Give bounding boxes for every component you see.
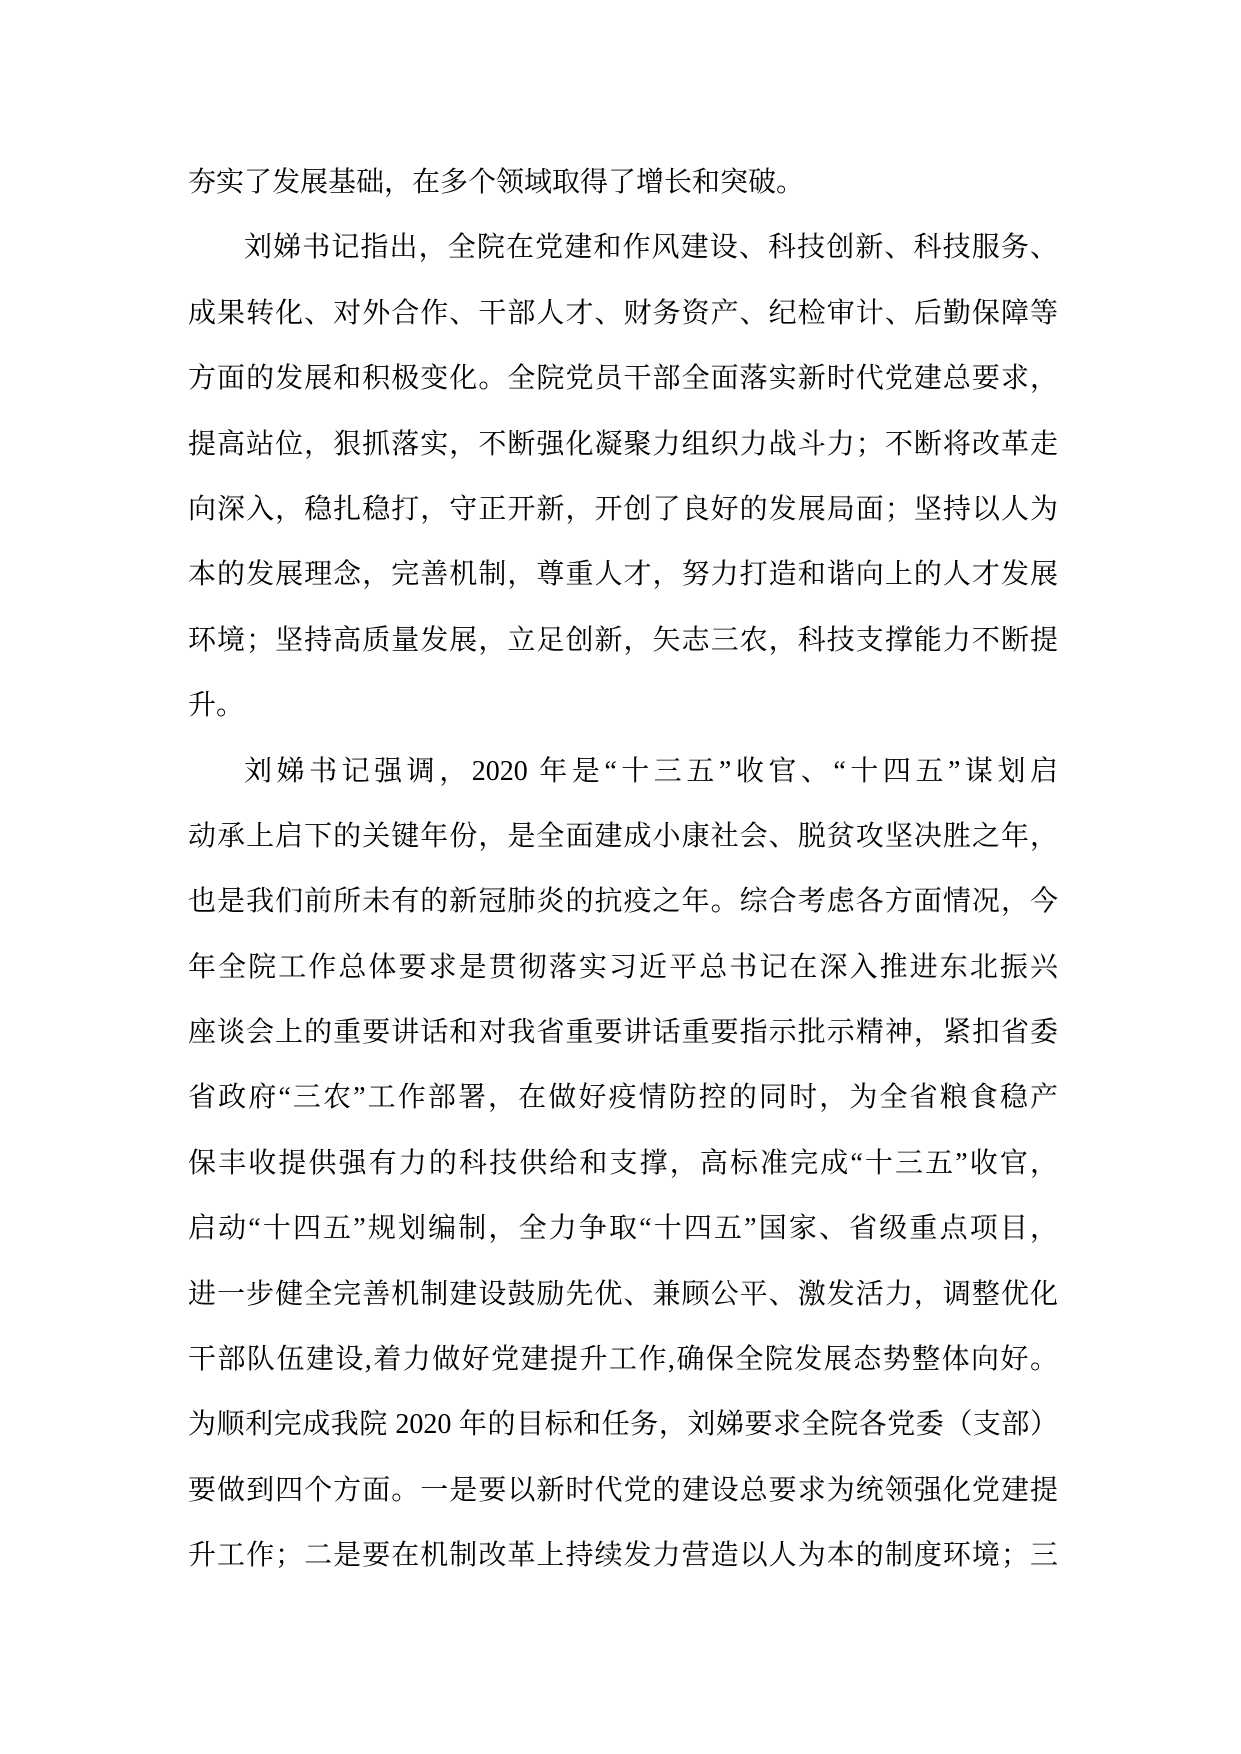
text-line: 启动“十四五”规划编制，全力争取“十四五”国家、省级重点项目， <box>188 1213 1058 1245</box>
text-line: 升工作；二是要在机制改革上持续发力营造以人为本的制度环境；三 <box>188 1540 1058 1572</box>
text-line: 刘娣书记强调，2020 年是“十三五”收官、“十四五”谋划启 <box>244 755 1058 787</box>
text-line: 方面的发展和积极变化。全院党员干部全面落实新时代党建总要求， <box>188 363 1058 395</box>
text-line: 提高站位，狠抓落实，不断强化凝聚力组织力战斗力；不断将改革走 <box>188 428 1058 460</box>
text-line: 干部队伍建设,着力做好党建提升工作,确保全院发展态势整体向好。 <box>188 1344 1058 1376</box>
text-line: 为顺利完成我院 2020 年的目标和任务，刘娣要求全院各党委（支部） <box>188 1409 1058 1441</box>
text-line: 进一步健全完善机制建设鼓励先优、兼顾公平、激发活力，调整优化 <box>188 1278 1058 1310</box>
text-line: 要做到四个方面。一是要以新时代党的建设总要求为统领强化党建提 <box>188 1474 1058 1506</box>
text-line: 升。 <box>188 690 245 722</box>
text-line: 刘娣书记指出，全院在党建和作风建设、科技创新、科技服务、 <box>244 232 1058 264</box>
document-text <box>188 150 1058 1589</box>
text-line: 座谈会上的重要讲话和对我省重要讲话重要指示批示精神，紧扣省委 <box>188 1017 1058 1049</box>
text-line: 年全院工作总体要求是贯彻落实习近平总书记在深入推进东北振兴 <box>188 951 1058 983</box>
text-line: 向深入，稳扎稳打，守正开新，开创了良好的发展局面；坚持以人为 <box>188 493 1058 525</box>
text-line: 动承上启下的关键年份，是全面建成小康社会、脱贫攻坚决胜之年， <box>188 820 1058 852</box>
text-line: 保丰收提供强有力的科技供给和支撑，高标准完成“十三五”收官， <box>188 1147 1058 1179</box>
text-line: 成果转化、对外合作、干部人才、财务资产、纪检审计、后勤保障等 <box>188 297 1058 329</box>
text-line: 本的发展理念，完善机制，尊重人才，努力打造和谐向上的人才发展 <box>188 559 1058 591</box>
text-line: 省政府“三农”工作部署，在做好疫情防控的同时，为全省粮食稳产 <box>188 1082 1058 1114</box>
text-line: 也是我们前所未有的新冠肺炎的抗疫之年。综合考虑各方面情况，今 <box>188 886 1058 918</box>
text-line: 环境；坚持高质量发展，立足创新，矢志三农，科技支撑能力不断提 <box>188 624 1058 656</box>
text-line: 夯实了发展基础，在多个领域取得了增长和突破。 <box>188 167 805 198</box>
